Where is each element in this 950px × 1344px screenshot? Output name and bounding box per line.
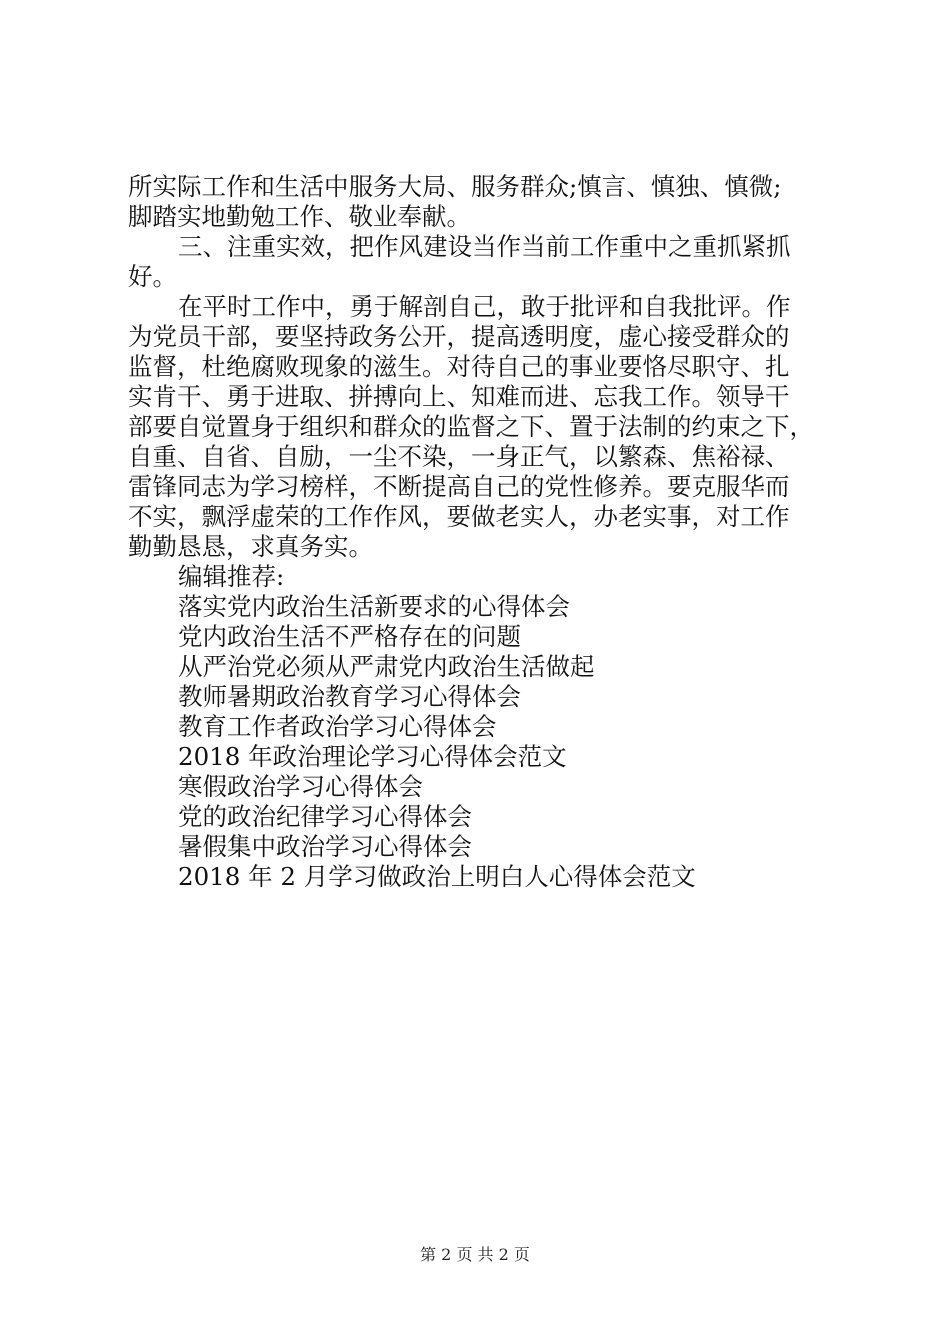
text-line-8: 实肯干、勇于进取、拼搏向上、知难而进、忘我工作。领导干 [128,382,790,411]
recommend-link[interactable]: 从严治党必须从严肃党内政治生活做起 [178,652,595,681]
recommend-link[interactable]: 2018 年政治理论学习心得体会范文 [178,742,567,771]
recommend-link[interactable]: 教育工作者政治学习心得体会 [178,712,497,741]
text-line-1: 所实际工作和生活中服务大局、服务群众;慎言、慎独、慎微; [128,172,782,201]
text-line-13: 勤勤恳恳，求真务实。 [128,532,373,561]
section-heading-3: 三、注重实效，把作风建设当作当前工作重中之重抓紧抓 [178,232,791,261]
text-line-4: 好。 [128,262,177,291]
text-line-10: 自重、自省、自励，一尘不染，一身正气，以繁森、焦裕禄、 [128,442,790,471]
page-number-footer: 第 2 页 共 2 页 [420,1245,530,1264]
text-line-6: 为党员干部，要坚持政务公开，提高透明度，虚心接受群众的 [128,322,790,351]
document-body [128,172,848,892]
recommend-link[interactable]: 党内政治生活不严格存在的问题 [178,622,521,651]
recommend-link[interactable]: 党的政治纪律学习心得体会 [178,802,472,831]
recommend-link[interactable]: 2018 年 2 月学习做政治上明白人心得体会范文 [178,862,696,891]
text-line-11: 雷锋同志为学习榜样，不断提高自己的党性修养。要克服华而 [128,472,790,501]
recommend-heading: 编辑推荐: [178,562,285,591]
text-line-9: 部要自觉置身于组织和群众的监督之下、置于法制的约束之下， [128,412,814,441]
recommend-list [128,592,848,892]
recommend-link[interactable]: 暑假集中政治学习心得体会 [178,832,472,861]
text-line-7: 监督，杜绝腐败现象的滋生。对待自己的事业要恪尽职守、扎 [128,352,790,381]
text-line-5: 在平时工作中，勇于解剖自己，敢于批评和自我批评。作 [178,292,791,321]
recommend-link[interactable]: 寒假政治学习心得体会 [178,772,423,801]
text-line-12: 不实，飘浮虚荣的工作作风，要做老实人，办老实事，对工作 [128,502,790,531]
text-line-2: 脚踏实地勤勉工作、敬业奉献。 [128,202,471,231]
recommend-link[interactable]: 落实党内政治生活新要求的心得体会 [178,592,570,621]
recommend-link[interactable]: 教师暑期政治教育学习心得体会 [178,682,521,711]
